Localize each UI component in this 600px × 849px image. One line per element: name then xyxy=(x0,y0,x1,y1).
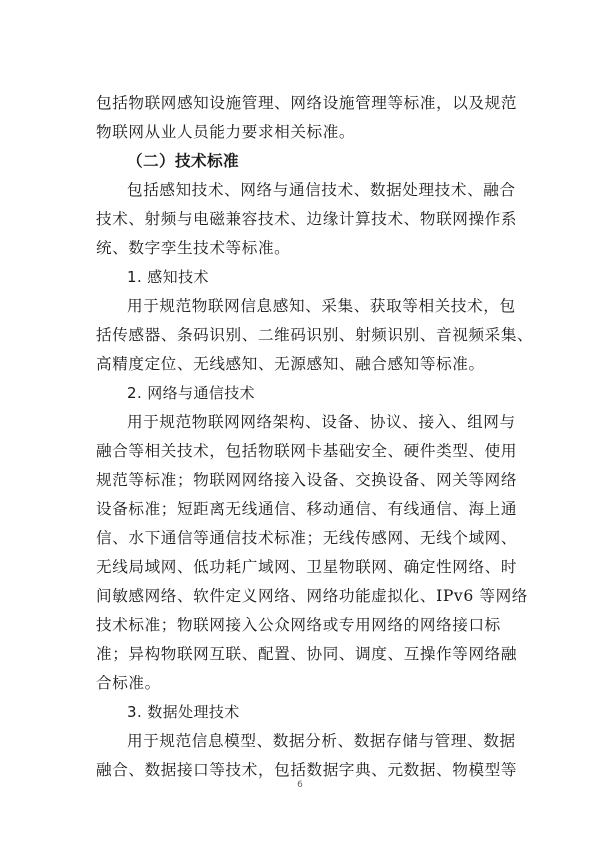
paragraph-line: 统、数字孪生技术等标准。 xyxy=(96,239,291,257)
paragraph-line: 间敏感网络、软件定义网络、网络功能虚拟化、IPv6 等网络 xyxy=(96,587,528,605)
paragraph-line: 技术、射频与电磁兼容技术、边缘计算技术、物联网操作系 xyxy=(96,210,518,228)
paragraph-line: 包括感知技术、网络与通信技术、数据处理技术、融合 xyxy=(127,181,516,199)
paragraph-line: 包括物联网感知设施管理、网络设施管理等标准，以及规范 xyxy=(96,94,518,112)
subsection-heading: 1. 感知技术 xyxy=(127,268,209,286)
page-number: 6 xyxy=(297,780,303,790)
paragraph-line: 物联网从业人员能力要求相关标准。 xyxy=(96,123,356,141)
paragraph-line: 技术标准；物联网接入公众网络或专用网络的网络接口标 xyxy=(96,616,501,634)
paragraph-line: 合标准。 xyxy=(96,674,161,692)
paragraph-line: 用于规范物联网网络架构、设备、协议、接入、组网与 xyxy=(127,413,516,431)
paragraph-line: 用于规范信息模型、数据分析、数据存储与管理、数据 xyxy=(127,732,516,750)
paragraph-line: 规范等标准；物联网网络接入设备、交换设备、网关等网络 xyxy=(96,471,518,489)
paragraph-line: 括传感器、条码识别、二维码识别、射频识别、音视频采集、 xyxy=(96,326,534,344)
paragraph-line: 设备标准；短距离无线通信、移动通信、有线通信、海上通 xyxy=(96,500,518,518)
paragraph-line: 高精度定位、无线感知、无源感知、融合感知等标准。 xyxy=(96,355,485,373)
paragraph-line: 无线局域网、低功耗广域网、卫星物联网、确定性网络、时 xyxy=(96,558,518,576)
paragraph-line: 融合等相关技术，包括物联网卡基础安全、硬件类型、使用 xyxy=(96,442,518,460)
paragraph-line: 用于规范物联网信息感知、采集、获取等相关技术，包 xyxy=(127,297,516,315)
paragraph-line: 准；异构物联网互联、配置、协同、调度、互操作等网络融 xyxy=(96,645,518,663)
paragraph-line: 信、水下通信等通信技术标准；无线传感网、无线个域网、 xyxy=(96,529,518,547)
paragraph-line: 融合、数据接口等技术，包括数据字典、元数据、物模型等 xyxy=(96,761,518,779)
section-heading: （二）技术标准 xyxy=(127,152,239,170)
subsection-heading: 2. 网络与通信技术 xyxy=(127,384,256,402)
subsection-heading: 3. 数据处理技术 xyxy=(127,703,240,721)
